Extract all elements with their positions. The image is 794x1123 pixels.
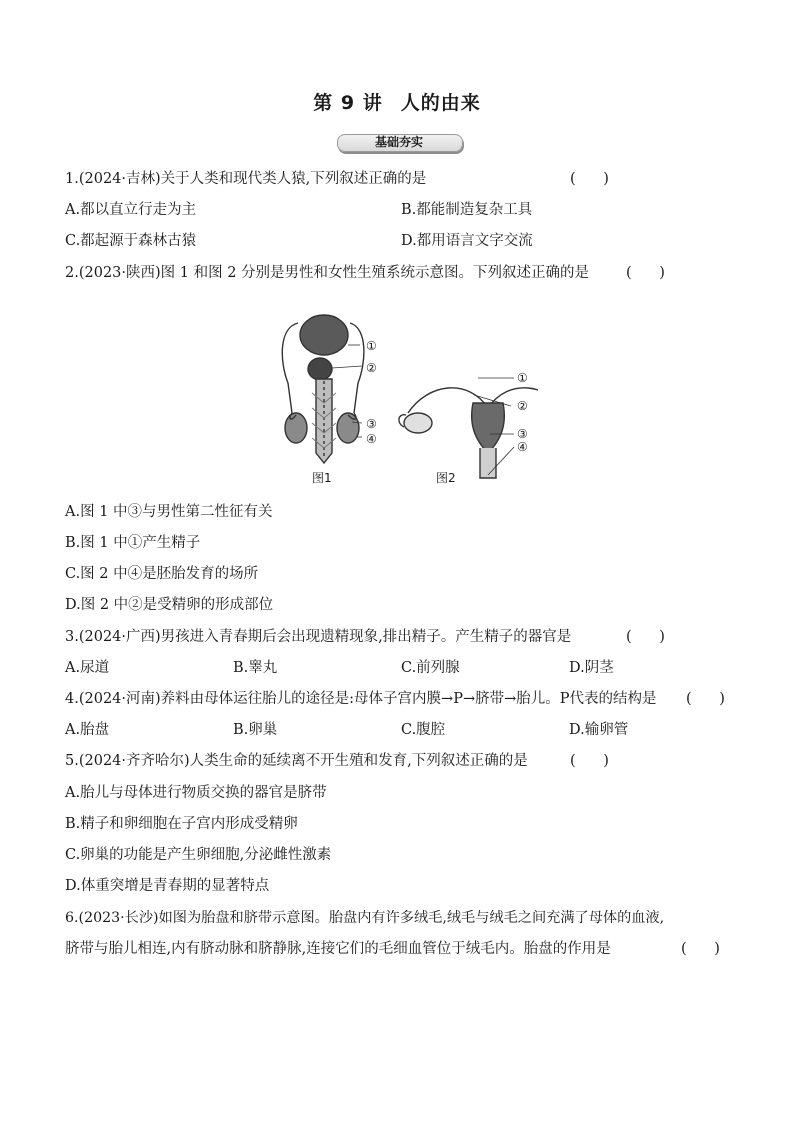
question-6-stem-line-1: 6.(2023·长沙)如图为胎盘和脐带示意图。胎盘内有许多绒毛,绒毛与绒毛之间充满了母体的血液,	[65, 910, 665, 926]
question-1-stem: 1.(2024·吉林)关于人类和现代类人猿,下列叙述正确的是	[65, 171, 427, 187]
question-1-option-b[interactable]: B.都能制造复杂工具	[401, 202, 533, 218]
lecture-number: 第 9 讲	[313, 92, 383, 114]
figure-1-caption: 图1	[312, 471, 332, 485]
question-1-answer-blank[interactable]: ( )	[570, 171, 609, 187]
lecture-title: 人的由来	[400, 92, 481, 114]
fig2-label-1: ①	[517, 371, 528, 385]
question-5-option-a[interactable]: A.胎儿与母体进行物质交换的器官是脐带	[65, 785, 327, 801]
question-4-option-c[interactable]: C.腹腔	[401, 722, 446, 738]
question-4-option-a[interactable]: A.胎盘	[65, 722, 110, 738]
question-3-option-b[interactable]: B.睾丸	[233, 660, 278, 676]
question-4-option-d[interactable]: D.输卵管	[569, 722, 629, 738]
question-1-option-c[interactable]: C.都起源于森林古猿	[65, 233, 197, 249]
question-3-option-a[interactable]: A.尿道	[65, 660, 110, 676]
question-2-stem: 2.(2023·陕西)图 1 和图 2 分别是男性和女性生殖系统示意图。下列叙述正确的是	[65, 265, 590, 281]
question-3-option-c[interactable]: C.前列腺	[401, 660, 460, 676]
question-2-option-c[interactable]: C.图 2 中④是胚胎发育的场所	[65, 566, 259, 582]
question-2-option-a[interactable]: A.图 1 中③与男性第二性征有关	[65, 504, 273, 520]
male-system-diagram	[282, 315, 364, 463]
question-4-answer-blank[interactable]: ( )	[686, 691, 725, 707]
page-title	[0, 88, 794, 115]
question-3-option-d[interactable]: D.阴茎	[569, 660, 614, 676]
question-5-stem: 5.(2024·齐齐哈尔)人类生命的延续离不开生殖和发育,下列叙述正确的是	[65, 753, 528, 769]
fig2-label-2: ②	[517, 399, 528, 413]
fig1-label-2: ②	[366, 361, 377, 375]
question-2-option-b[interactable]: B.图 1 中①产生精子	[65, 535, 201, 551]
fig1-label-3: ③	[366, 417, 377, 431]
question-3-stem: 3.(2024·广西)男孩进入青春期后会出现遗精现象,排出精子。产生精子的器官是	[65, 629, 572, 645]
figure-2-caption: 图2	[436, 471, 456, 485]
question-5-option-d[interactable]: D.体重突增是青春期的显著特点	[65, 878, 270, 894]
question-1-option-d[interactable]: D.都用语言文字交流	[401, 233, 533, 249]
question-1-option-a[interactable]: A.都以直立行走为主	[65, 202, 197, 218]
section-tag-label: 基础夯实	[374, 135, 423, 149]
section-tag	[337, 134, 461, 152]
fig1-label-1: ①	[366, 339, 377, 353]
question-6-answer-blank[interactable]: ( )	[681, 941, 720, 957]
reproductive-system-figure	[268, 303, 538, 493]
question-4-stem: 4.(2024·河南)养料由母体运往胎儿的途径是:母体子宫内膜→P→脐带→胎儿。P代表的结构是	[65, 691, 657, 707]
question-2-option-d[interactable]: D.图 2 中②是受精卵的形成部位	[65, 597, 274, 613]
question-4-option-b[interactable]: B.卵巢	[233, 722, 278, 738]
question-3-answer-blank[interactable]: ( )	[626, 629, 665, 645]
fig2-label-3: ③	[517, 427, 528, 441]
reproductive-diagram-svg	[268, 303, 538, 493]
fig2-label-4: ④	[517, 440, 528, 454]
question-5-answer-blank[interactable]: ( )	[570, 753, 609, 769]
question-5-option-b[interactable]: B.精子和卵细胞在子宫内形成受精卵	[65, 816, 298, 832]
question-6-stem-line-2: 脐带与胎儿相连,内有脐动脉和脐静脉,连接它们的毛细血管位于绒毛内。胎盘的作用是	[65, 941, 611, 957]
question-5-option-c[interactable]: C.卵巢的功能是产生卵细胞,分泌雌性激素	[65, 847, 332, 863]
question-2-answer-blank[interactable]: ( )	[626, 265, 665, 281]
fig1-label-4: ④	[366, 432, 377, 446]
